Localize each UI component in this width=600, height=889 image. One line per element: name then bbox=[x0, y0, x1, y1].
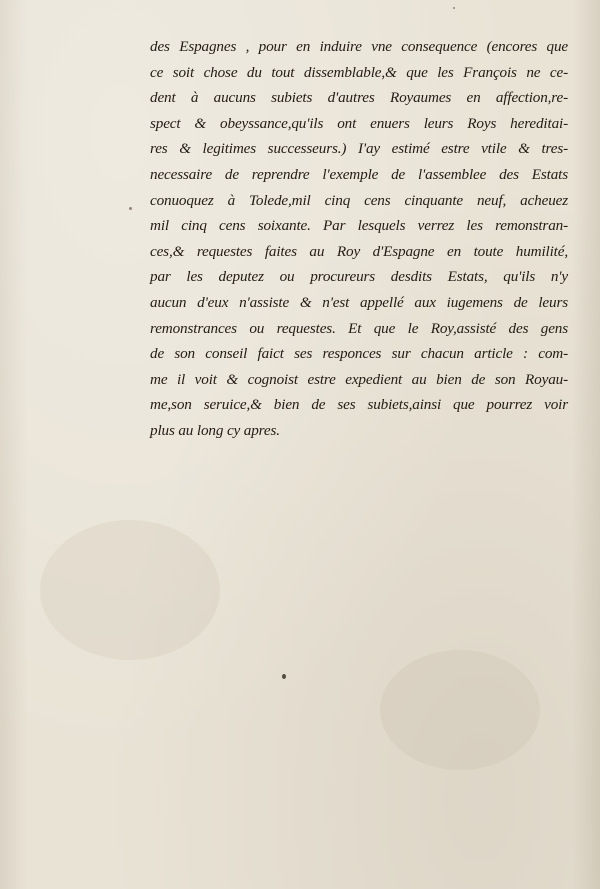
margin-ink-mark bbox=[129, 207, 132, 210]
paper-stain bbox=[40, 520, 220, 660]
text-line: me,son seruice,& bien de ses subiets,ainsi que pourrez voir bbox=[150, 396, 568, 414]
text-line: ce soit chose du tout dissemblable,& que les François ne ce- bbox=[150, 63, 568, 81]
text-line: ces,& requestes faites au Roy d'Espagne en toute humilité, bbox=[150, 242, 568, 260]
body-text bbox=[150, 34, 568, 444]
text-line: des Espagnes , pour en induire vne consequence (encores que bbox=[150, 38, 568, 55]
text-line: dent à aucuns subiets d'autres Royaumes en affection,re- bbox=[150, 89, 568, 107]
text-line: necessaire de reprendre l'exemple de l'assemblee des Estats bbox=[150, 165, 568, 183]
margin-ink-mark bbox=[453, 7, 455, 9]
text-line: mil cinq cens soixante. Par lesquels verrez les remonstran- bbox=[150, 217, 568, 235]
text-line: res & legitimes successeurs.) I'ay estimé estre vtile & tres- bbox=[150, 140, 568, 158]
text-line: plus au long cy apres. bbox=[150, 421, 280, 439]
text-line: par les deputez ou procureurs desdits Estats, qu'ils n'y bbox=[150, 268, 568, 286]
text-line: de son conseil faict ses responces sur chacun article : com- bbox=[150, 345, 568, 363]
text-line: remonstrances ou requestes. Et que le Roy,assisté des gens bbox=[150, 319, 568, 337]
paper-stain bbox=[380, 650, 540, 770]
text-line: conuoquez à Tolede,mil cinq cens cinquante neuf, acheuez bbox=[150, 191, 568, 209]
text-line: spect & obeyssance,qu'ils ont enuers leurs Roys hereditai- bbox=[150, 114, 568, 132]
ink-spot bbox=[282, 674, 286, 679]
text-line: aucun d'eux n'assiste & n'est appellé aux iugemens de leurs bbox=[150, 293, 568, 311]
text-line: me il voit & cognoist estre expedient au bien de son Royau- bbox=[150, 370, 568, 388]
